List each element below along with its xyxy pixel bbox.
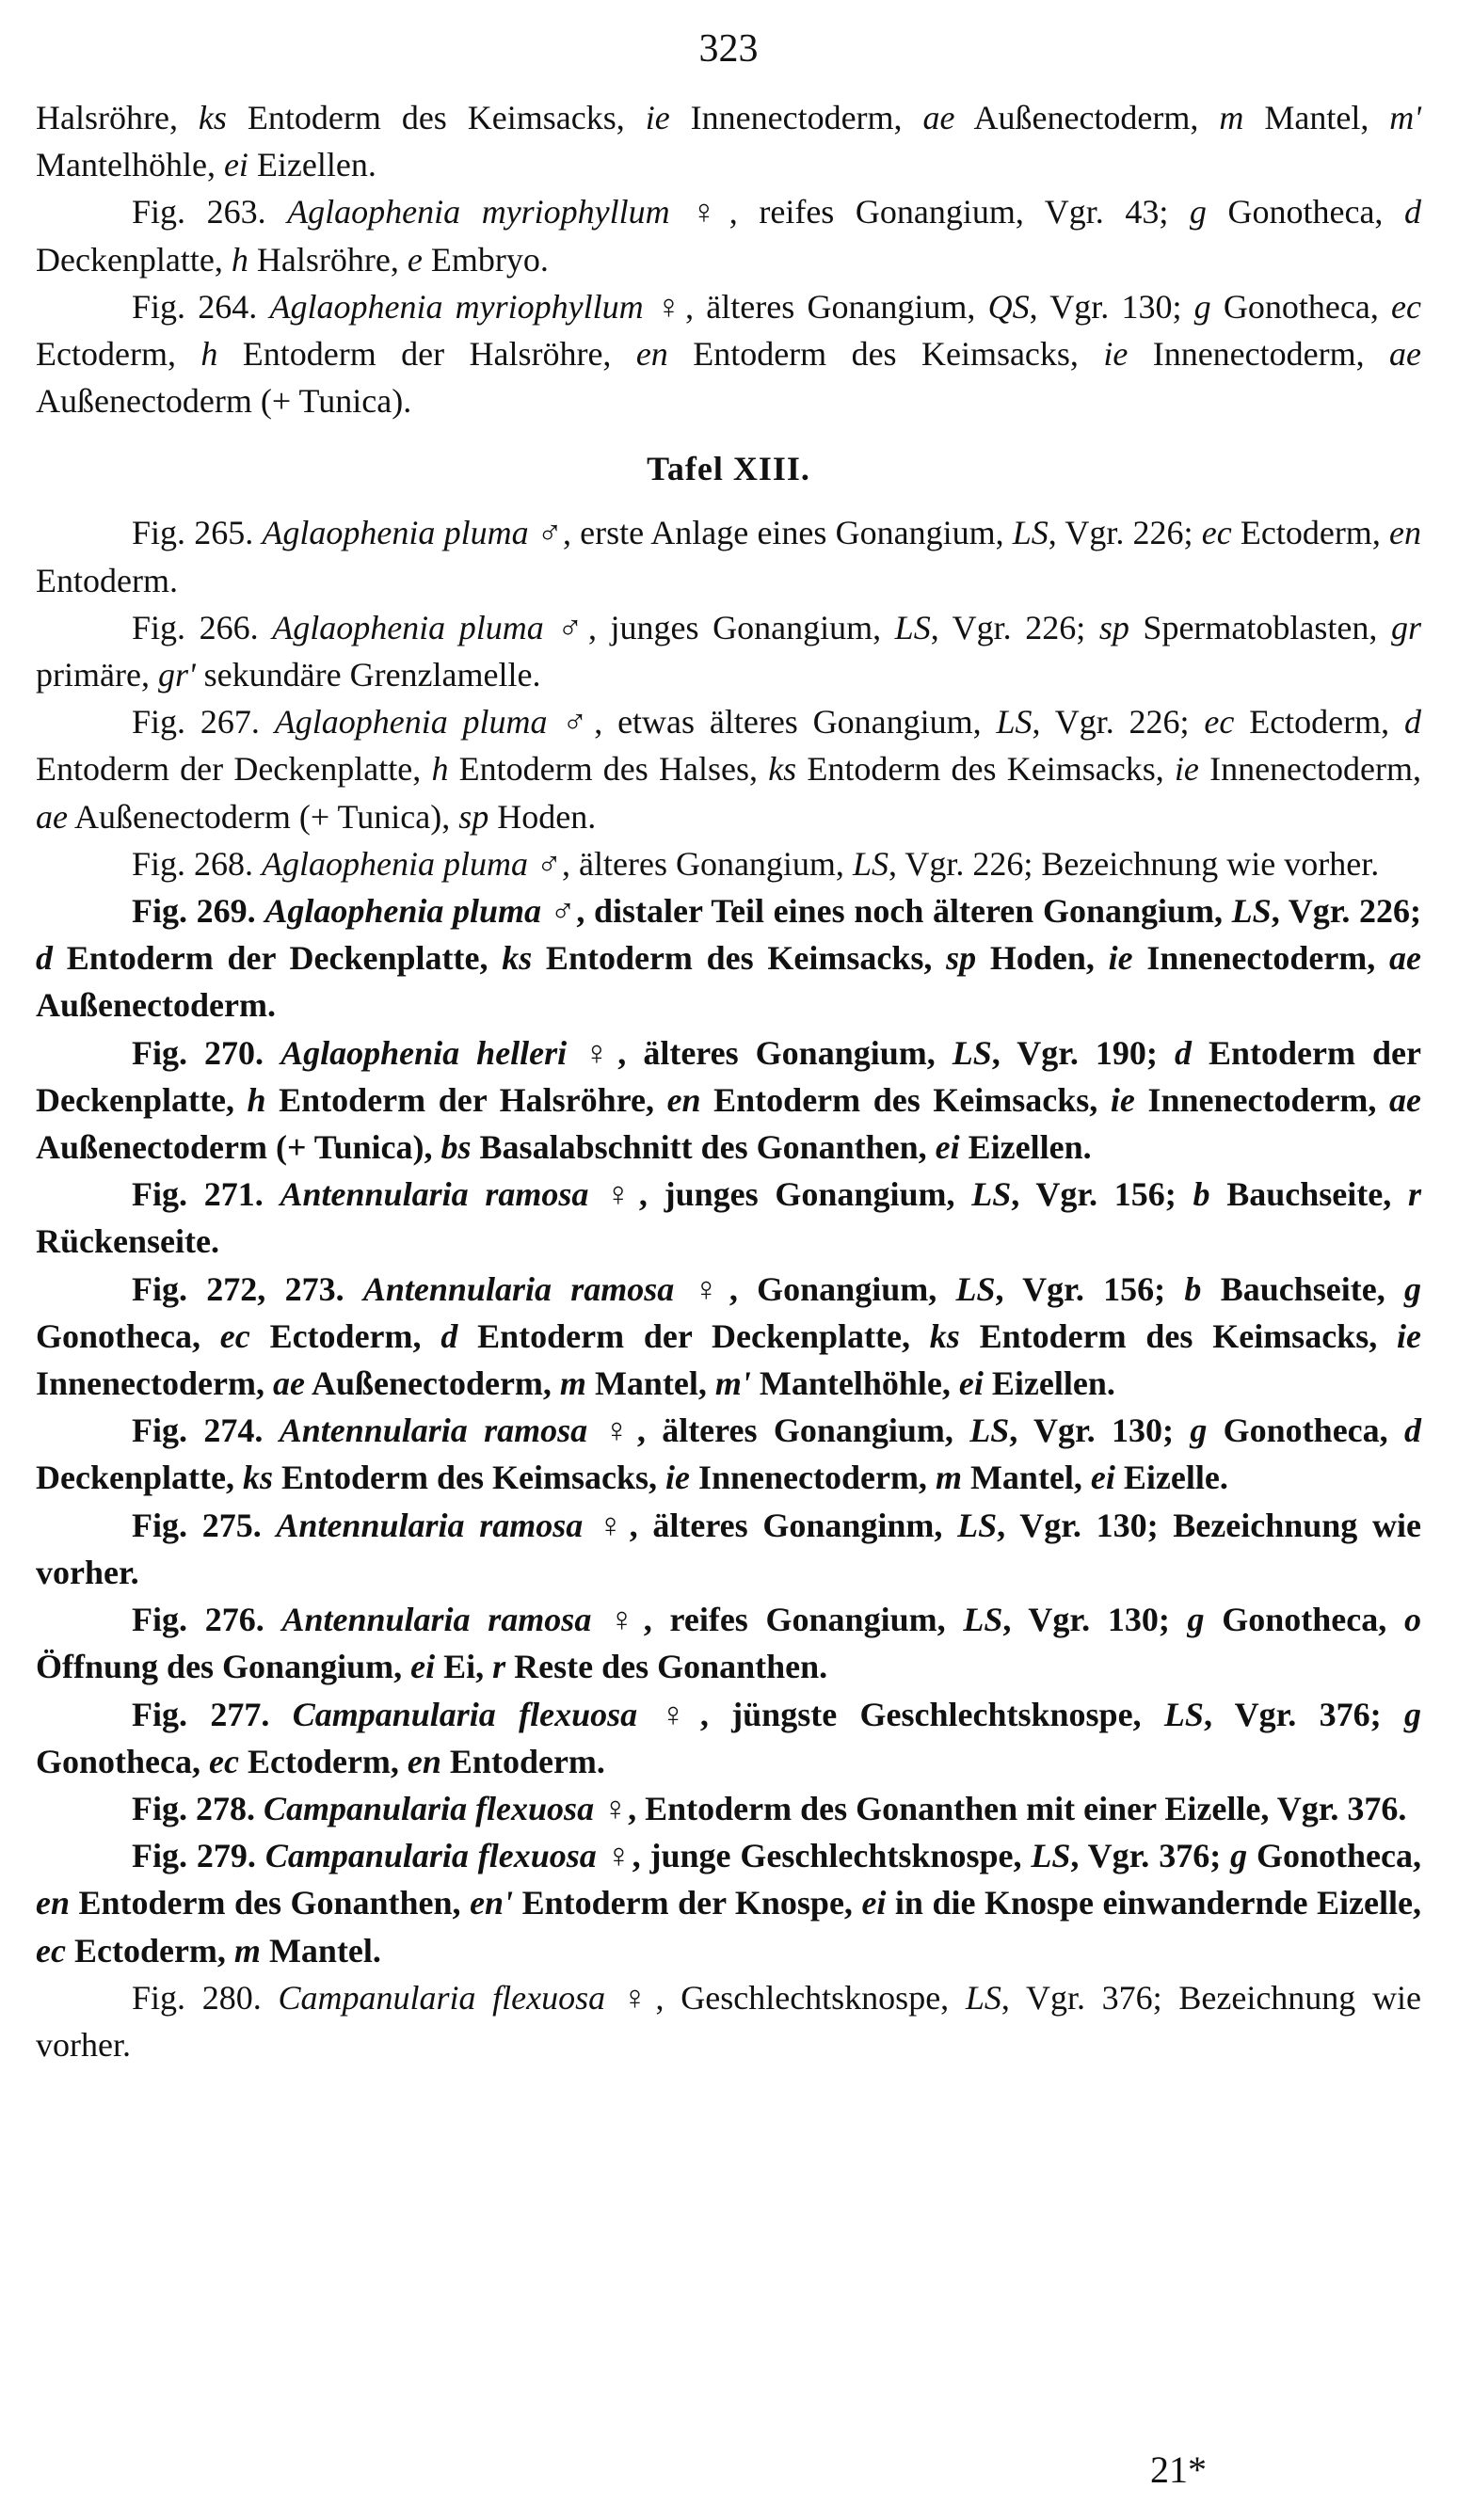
page-number: 323 bbox=[698, 27, 759, 71]
caption-paragraph: Fig. 272, 273. Antennularia ramosa ♀, Gonangium, LS, Vgr. 156; b Bauchseite, g Gonotheca, ec Ectoderm, d Entoderm der Deckenplatte, ks Entoderm des Keimsacks, ie Innenectoderm, ae Außenectoderm, m Mantel, m' Mantelhöhle, ei Eizellen. bbox=[36, 1269, 1421, 1403]
caption-paragraph: Fig. 277. Campanularia flexuosa ♀, jüngste Geschlechtsknospe, LS, Vgr. 376; g Gonotheca, ec Ectoderm, en Entoderm. bbox=[36, 1695, 1421, 1780]
caption-paragraph: Fig. 280. Campanularia flexuosa ♀, Geschlechtsknospe, LS, Vgr. 376; Bezeichnung wie vorher. bbox=[36, 1978, 1421, 2064]
caption-paragraph: Fig. 266. Aglaophenia pluma ♂, junges Gonangium, LS, Vgr. 226; sp Spermatoblasten, gr primäre, gr' sekundäre Grenzlamelle. bbox=[36, 608, 1421, 694]
plate-heading: Tafel XIII. bbox=[647, 450, 810, 488]
captions-top bbox=[36, 94, 1421, 424]
caption-paragraph: Fig. 268. Aglaophenia pluma ♂, älteres Gonangium, LS, Vgr. 226; Bezeichnung wie vorher. bbox=[132, 844, 1380, 883]
caption-paragraph: Fig. 278. Campanularia flexuosa ♀, Entoderm des Gonanthen mit einer Eizelle, Vgr. 376. bbox=[132, 1789, 1407, 1827]
caption-paragraph: Fig. 279. Campanularia flexuosa ♀, junge Geschlechtsknospe, LS, Vgr. 376; g Gonotheca, en Entoderm des Gonanthen, en' Entoderm der Knospe, ei in die Knospe einwandernde Eizelle, ec Ectoderm, m Mantel. bbox=[36, 1837, 1422, 1970]
caption-paragraph: Fig. 265. Aglaophenia pluma ♂, erste Anlage eines Gonangium, LS, Vgr. 226; ec Ectoderm, en Entoderm. bbox=[36, 514, 1421, 599]
caption-paragraph: Fig. 263. Aglaophenia myriophyllum ♀, reifes Gonangium, Vgr. 43; g Gonotheca, d Deckenplatte, h Halsröhre, e Embryo. bbox=[36, 193, 1421, 279]
caption-paragraph: Halsröhre, ks Entoderm des Keimsacks, ie Innenectoderm, ae Außenectoderm, m Mantel, m' Mantelhöhle, ei Eizellen. bbox=[36, 99, 1421, 184]
caption-paragraph: Fig. 275. Antennularia ramosa ♀, älteres Gonanginm, LS, Vgr. 130; Bezeichnung wie vorher. bbox=[36, 1506, 1421, 1591]
caption-paragraph: Fig. 270. Aglaophenia helleri ♀, älteres Gonangium, LS, Vgr. 190; d Entoderm der Deckenplatte, h Entoderm der Halsröhre, en Entoderm des Keimsacks, ie Innenectoderm, ae Außenectoderm (+ Tunica), bs Basalabschnitt des Gonanthen, ei Eizellen. bbox=[36, 1033, 1422, 1167]
page bbox=[36, 21, 1421, 2068]
captions-mid bbox=[36, 509, 1421, 887]
captions-bold bbox=[36, 887, 1421, 1974]
caption-paragraph: Fig. 269. Aglaophenia pluma ♂, distaler Teil eines noch älteren Gonangium, LS, Vgr. 226; d Entoderm der Deckenplatte, ks Entoderm des Keimsacks, sp Hoden, ie Innenectoderm, ae Außenectoderm. bbox=[36, 892, 1422, 1025]
caption-paragraph: Fig. 271. Antennularia ramosa ♀, junges Gonangium, LS, Vgr. 156; b Bauchseite, r Rückenseite. bbox=[36, 1175, 1421, 1261]
captions-end bbox=[36, 1974, 1421, 2068]
caption-paragraph: Fig. 276. Antennularia ramosa ♀, reifes Gonangium, LS, Vgr. 130; g Gonotheca, o Öffnung des Gonangium, ei Ei, r Reste des Gonanthen. bbox=[36, 1601, 1421, 1686]
caption-paragraph: Fig. 274. Antennularia ramosa ♀, älteres Gonangium, LS, Vgr. 130; g Gonotheca, d Deckenplatte, ks Entoderm des Keimsacks, ie Innenectoderm, m Mantel, ei Eizelle. bbox=[36, 1412, 1421, 1497]
caption-paragraph: Fig. 267. Aglaophenia pluma ♂, etwas älteres Gonangium, LS, Vgr. 226; ec Ectoderm, d Entoderm der Deckenplatte, h Entoderm des Halses, ks Entoderm des Keimsacks, ie Innenectoderm, ae Außenectoderm (+ Tunica), sp Hoden. bbox=[36, 703, 1421, 836]
signature-mark: 21* bbox=[1150, 2448, 1207, 2491]
caption-paragraph: Fig. 264. Aglaophenia myriophyllum ♀, älteres Gonangium, QS, Vgr. 130; g Gonotheca, ec Ectoderm, h Entoderm der Halsröhre, en Entoderm des Keimsacks, ie Innenectoderm, ae Außenectoderm (+ Tunica). bbox=[36, 287, 1422, 421]
